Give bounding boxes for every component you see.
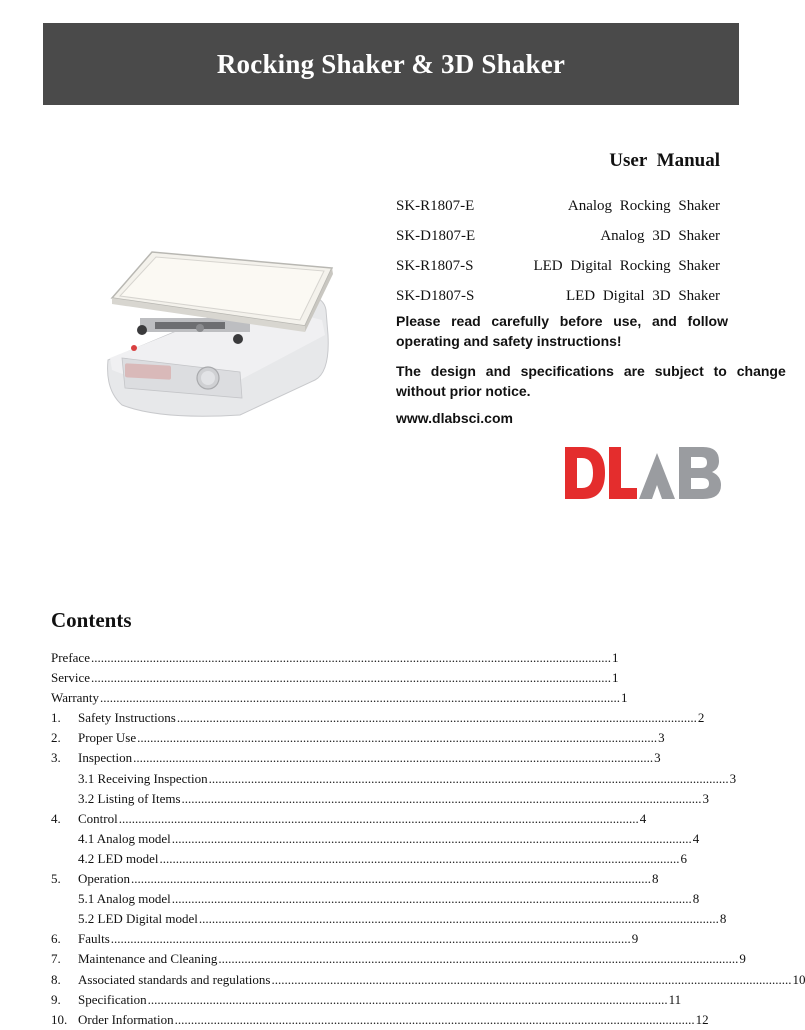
toc-entry-number: 1. <box>51 710 61 726</box>
toc-entry-number <box>51 829 78 849</box>
shaker-product-image <box>100 240 340 425</box>
toc-entry-number <box>51 889 78 909</box>
toc-entry[interactable] <box>51 748 661 768</box>
toc-entry-page: 8 <box>719 911 727 927</box>
toc-entry-label: Proper Use <box>78 730 137 746</box>
toc-entry-number: 6. <box>51 931 61 947</box>
toc-entry[interactable] <box>51 809 647 829</box>
toc-entry-page: 4 <box>639 810 647 826</box>
toc-leader-dots <box>110 929 632 949</box>
model-row <box>396 196 720 226</box>
toc-entry[interactable] <box>51 929 639 949</box>
model-name: Analog 3D Shaker <box>600 228 720 244</box>
toc-leader-dots <box>171 829 693 849</box>
toc-entry-label: 5.1 Analog model <box>78 891 171 907</box>
toc-entry-number: 7. <box>51 951 61 967</box>
toc-entry-number: 3. <box>51 750 61 766</box>
page-title: Rocking Shaker & 3D Shaker <box>216 48 566 79</box>
toc-entry-page: 3 <box>658 730 665 746</box>
toc-entry-label: 3.1 Receiving Inspection <box>78 770 208 786</box>
model-code: SK-D1807-E <box>396 228 476 244</box>
toc-entry-page: 1 <box>611 670 619 686</box>
contents-heading: Contents <box>51 608 132 632</box>
model-list <box>396 196 720 316</box>
toc-entry-label: Faults <box>78 931 110 947</box>
toc-entry-page: 9 <box>739 951 746 967</box>
toc-entry-page: 8 <box>692 891 700 907</box>
toc-leader-dots <box>118 809 640 829</box>
toc-entry-number: 9. <box>51 991 61 1007</box>
spec-notice-line-2: without prior notice. <box>396 383 531 399</box>
toc-entry-number <box>51 789 78 809</box>
toc-entry-page: 2 <box>697 710 705 726</box>
toc-entry-label: Control <box>78 810 118 826</box>
toc-entry-label: Inspection <box>78 750 133 766</box>
website-link[interactable]: www.dlabsci.com <box>396 410 513 426</box>
toc-leader-dots <box>136 728 658 748</box>
toc-leader-dots <box>217 949 739 969</box>
safety-notice-line-2: operating and safety instructions! <box>396 333 622 349</box>
toc-entry-page: 1 <box>611 650 619 665</box>
toc-leader-dots <box>130 869 652 889</box>
toc-entry[interactable] <box>51 970 805 990</box>
toc-entry-page: 3 <box>729 770 737 786</box>
toc-leader-dots <box>181 789 703 809</box>
toc-leader-dots <box>171 889 693 909</box>
dlab-logo <box>565 445 723 501</box>
toc-entry-label: Safety Instructions <box>78 710 176 726</box>
toc-entry-page: 9 <box>631 931 639 947</box>
toc-entry-label: Warranty <box>51 690 100 706</box>
toc-entry-number: 10. <box>51 1011 68 1027</box>
model-row <box>396 256 720 286</box>
model-name: LED Digital Rocking Shaker <box>533 258 720 274</box>
toc-entry[interactable] <box>51 990 682 1010</box>
title-banner <box>43 23 739 105</box>
toc-entry-number: 5. <box>51 871 61 887</box>
toc-leader-dots <box>174 1010 696 1030</box>
toc-leader-dots <box>90 648 612 668</box>
toc-entry-page: 3 <box>702 790 710 806</box>
toc-entry-label: Operation <box>78 871 130 887</box>
toc-entry-label: 4.1 Analog model <box>78 830 171 846</box>
user-manual-title: User Manual <box>609 150 720 171</box>
toc-leader-dots <box>99 688 621 708</box>
toc-entry-number <box>51 769 78 789</box>
toc-entry-label: 3.2 Listing of Items <box>78 790 181 806</box>
toc-entry-label: Associated standards and regulations <box>78 971 271 987</box>
toc-entry-label: 4.2 LED model <box>78 850 159 866</box>
toc-entry-page: 3 <box>654 750 661 766</box>
toc-entry-page: 8 <box>651 871 659 887</box>
table-of-contents <box>51 648 805 1030</box>
toc-leader-dots <box>198 909 720 929</box>
toc-entry-number: 4. <box>51 810 61 826</box>
spec-notice <box>396 361 786 401</box>
toc-entry-page: 4 <box>692 830 700 846</box>
toc-entry[interactable] <box>51 849 688 869</box>
toc-entry[interactable] <box>51 829 700 849</box>
toc-leader-dots <box>90 668 612 688</box>
toc-entry-number: 2. <box>51 730 61 746</box>
toc-leader-dots <box>147 990 669 1010</box>
toc-entry[interactable] <box>51 708 705 728</box>
toc-entry[interactable] <box>51 909 727 929</box>
toc-entry-page: 12 <box>695 1011 709 1027</box>
toc-entry[interactable] <box>51 769 737 789</box>
toc-entry[interactable] <box>51 789 710 809</box>
toc-entry-label: 5.2 LED Digital model <box>78 911 198 927</box>
toc-entry[interactable] <box>51 869 659 889</box>
toc-entry[interactable] <box>51 648 619 668</box>
toc-entry-page: 10 <box>792 971 805 987</box>
toc-entry[interactable] <box>51 688 628 708</box>
toc-leader-dots <box>132 748 654 768</box>
toc-leader-dots <box>176 708 698 728</box>
toc-entry-label: Specification <box>78 991 147 1007</box>
toc-leader-dots <box>208 769 730 789</box>
toc-entry-page: 6 <box>680 850 688 866</box>
toc-entry-number <box>51 849 78 869</box>
safety-notice-line-1: Please read carefully before use, and follow <box>396 313 728 329</box>
toc-entry[interactable] <box>51 1010 709 1030</box>
toc-entry-label: Order Information <box>78 1011 174 1027</box>
toc-entry-number <box>51 909 78 929</box>
toc-entry-number: 8. <box>51 971 61 987</box>
toc-entry[interactable] <box>51 668 619 688</box>
safety-notice <box>396 311 728 351</box>
model-name: Analog Rocking Shaker <box>567 198 720 214</box>
toc-entry-label: Service <box>51 670 90 686</box>
model-row <box>396 226 720 256</box>
toc-entry-label: Maintenance and Cleaning <box>78 951 218 967</box>
model-code: SK-D1807-S <box>396 288 475 304</box>
model-code: SK-R1807-S <box>396 258 474 274</box>
toc-entry[interactable] <box>51 889 700 909</box>
model-name: LED Digital 3D Shaker <box>565 288 720 304</box>
toc-leader-dots <box>270 970 792 990</box>
model-code: SK-R1807-E <box>396 198 475 214</box>
toc-leader-dots <box>159 849 681 869</box>
toc-entry-label: Preface <box>51 650 90 665</box>
toc-entry-page: 11 <box>668 991 682 1007</box>
toc-entry[interactable] <box>51 728 665 748</box>
toc-entry-page: 1 <box>621 690 628 706</box>
toc-entry[interactable] <box>51 949 746 969</box>
spec-notice-line-1: The design and specifications are subject to change <box>396 363 786 379</box>
